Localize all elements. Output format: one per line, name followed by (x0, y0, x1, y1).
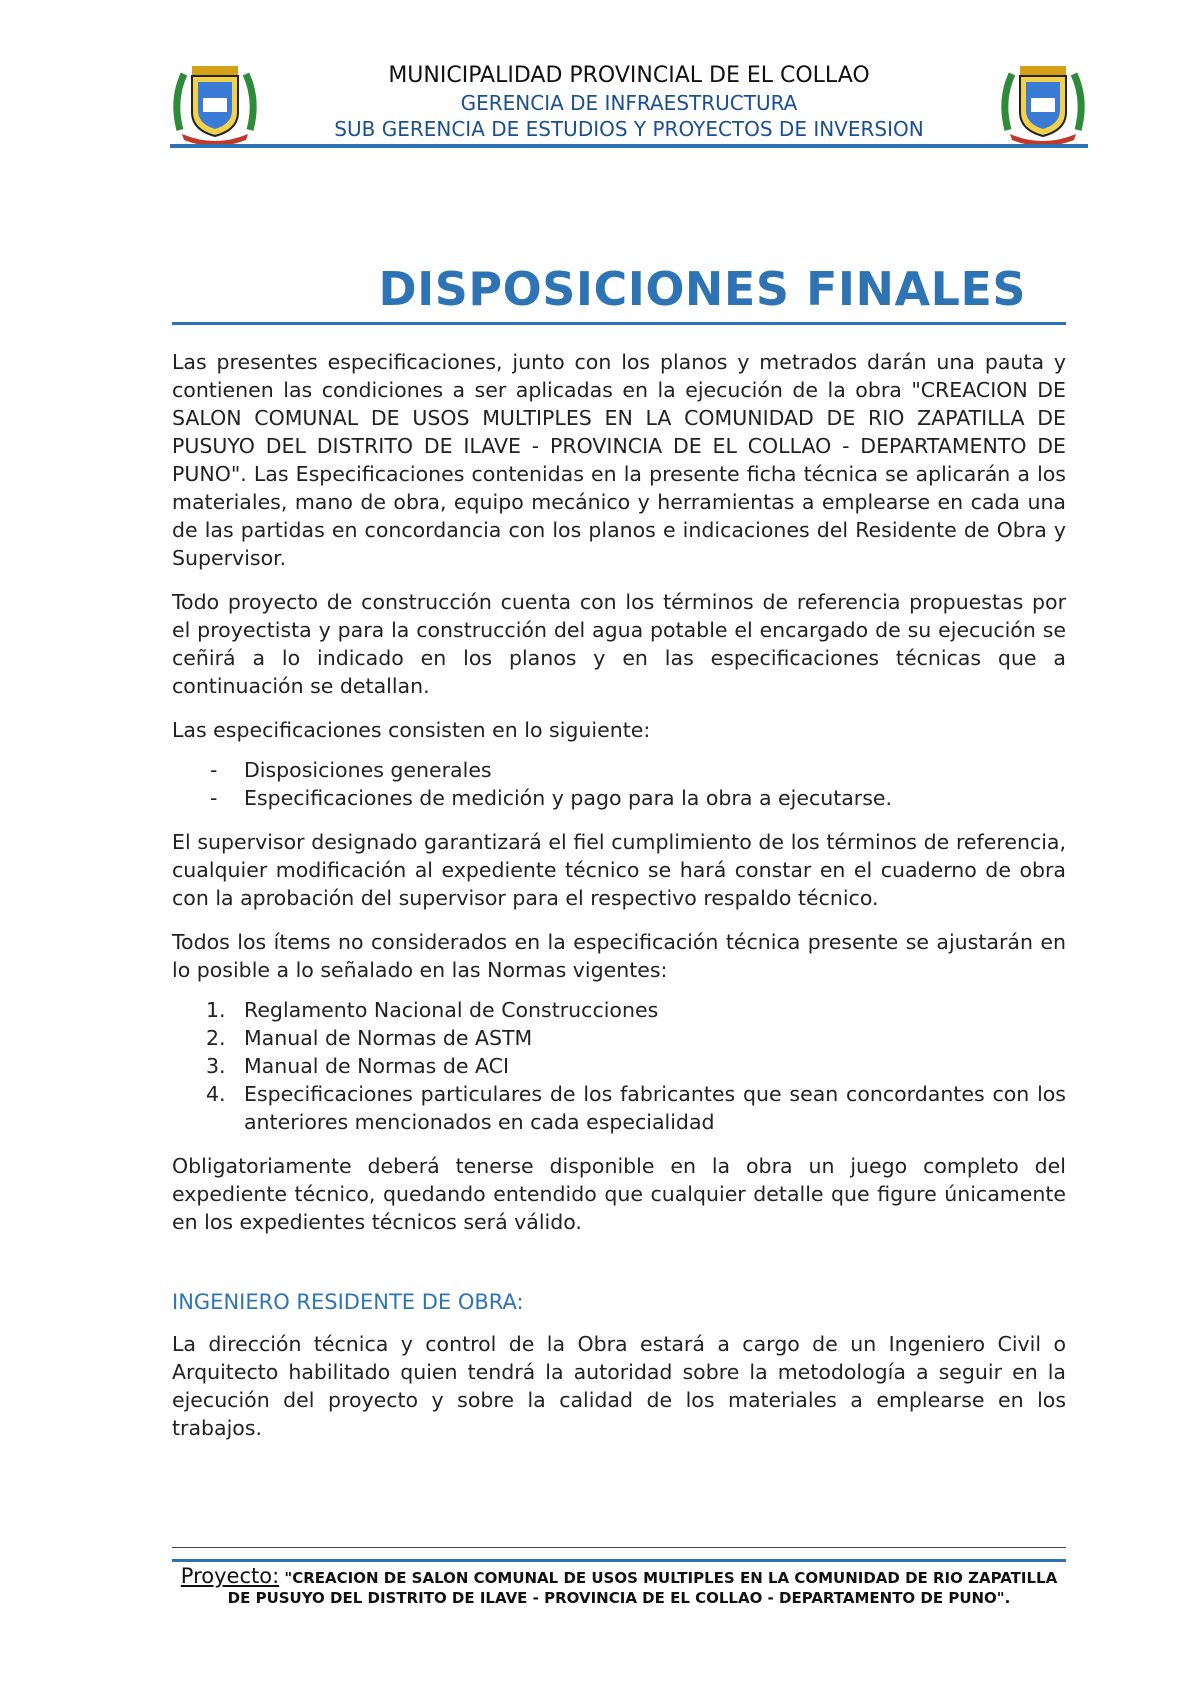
list-item (172, 1080, 1066, 1136)
page-header (170, 60, 1088, 148)
list-item (172, 1052, 1066, 1080)
list-item (172, 756, 1066, 784)
header-divider (170, 144, 1088, 148)
list-item-text: Especificaciones particulares de los fabricantes que sean concordantes con los anteriores mencionados en cada especialidad (244, 1082, 1066, 1134)
list-item (172, 996, 1066, 1024)
title-divider (172, 322, 1066, 325)
department-name: GERENCIA DE INFRAESTRUCTURA (460, 91, 798, 115)
footer-accent-divider (172, 1559, 1066, 1562)
list-item-text: Reglamento Nacional de Construcciones (244, 998, 659, 1022)
footer-project-text: "CREACION DE SALON COMUNAL DE USOS MULTIPLES EN LA COMUNIDAD DE RIO ZAPATILLA DE PUSUYO DEL DISTRITO DE ILAVE - PROVINCIA DE EL COLLAO - DEPARTAMENTO DE PUNO". (227, 1569, 1058, 1607)
sub-department-name: SUB GERENCIA DE ESTUDIOS Y PROYECTOS DE INVERSION (334, 117, 924, 141)
list-item-text: Disposiciones generales (244, 758, 492, 782)
municipality-name: MUNICIPALIDAD PROVINCIAL DE EL COLLAO (388, 63, 870, 88)
page-title: DISPOSICIONES FINALES (378, 262, 1026, 316)
page-footer (172, 1566, 1066, 1608)
footer-divider (172, 1547, 1066, 1548)
header-text (260, 62, 998, 142)
paragraph-supervisor: El supervisor designado garantizará el fiel cumplimiento de los términos de referencia, cualquier modificación al expediente técnico se hará constar en el cuaderno de obra con la aprobación del supervisor para el respectivo respaldo técnico. (172, 830, 1066, 910)
paragraph-engineer: La dirección técnica y control de la Obra estará a cargo de un Ingeniero Civil o Arquitecto habilitado quien tendrá la autoridad sobre la metodología a seguir en la ejecución del proyecto y sobre la calidad de los materiales a emplearse en los trabajos. (172, 1332, 1066, 1440)
list-item-text: Manual de Normas de ASTM (244, 1026, 533, 1050)
document-body (172, 348, 1066, 1458)
paragraph-specs-intro: Las especificaciones consisten en lo siguiente: (172, 718, 651, 742)
bullet-list (172, 756, 1066, 812)
paragraph-norms-intro: Todos los ítems no considerados en la especificación técnica presente se ajustarán en lo posible a lo señalado en las Normas vigentes: (172, 930, 1066, 982)
bullet-marker: - (210, 786, 218, 810)
paragraph-intro: Las presentes especificaciones, junto con los planos y metrados darán una pauta y contienen las condiciones a ser aplicadas en la ejecución de la obra "CREACION DE SALON COMUNAL DE USOS MULTIPLES EN LA COMUNIDAD DE RIO ZAPATILLA DE PUSUYO DEL DISTRITO DE ILAVE - PROVINCIA DE EL COLLAO - DEPARTAMENTO DE PUNO". Las Especificaciones contenidas en la presente ficha técnica se aplicarán a los materiales, mano de obra, equipo mecánico y herramientas a emplearse en cada una de las partidas en concordancia con los planos e indicaciones del Residente de Obra y Supervisor. (172, 350, 1066, 570)
number-marker: 3. (206, 1054, 226, 1078)
coat-of-arms-right-icon (998, 60, 1088, 144)
number-marker: 2. (206, 1026, 226, 1050)
list-item (172, 784, 1066, 812)
number-marker: 4. (206, 1082, 226, 1106)
footer-label: Proyecto: (180, 1564, 280, 1588)
list-item (172, 1024, 1066, 1052)
list-item-text: Especificaciones de medición y pago para la obra a ejecutarse. (244, 786, 893, 810)
bullet-marker: - (210, 758, 218, 782)
paragraph-obligatory: Obligatoriamente deberá tenerse disponible en la obra un juego completo del expediente técnico, quedando entendido que cualquier detalle que figure únicamente en los expedientes técnicos será válido. (172, 1154, 1066, 1234)
section-heading: INGENIERO RESIDENTE DE OBRA: (172, 1290, 524, 1314)
numbered-list (172, 996, 1066, 1136)
number-marker: 1. (206, 998, 226, 1022)
list-item-text: Manual de Normas de ACI (244, 1054, 509, 1078)
paragraph-terms: Todo proyecto de construcción cuenta con los términos de referencia propuestas por el proyectista y para la construcción del agua potable el encargado de su ejecución se ceñirá a lo indicado en los planos y en las especificaciones técnicas que a continuación se detallan. (172, 590, 1066, 698)
coat-of-arms-left-icon (170, 60, 260, 144)
